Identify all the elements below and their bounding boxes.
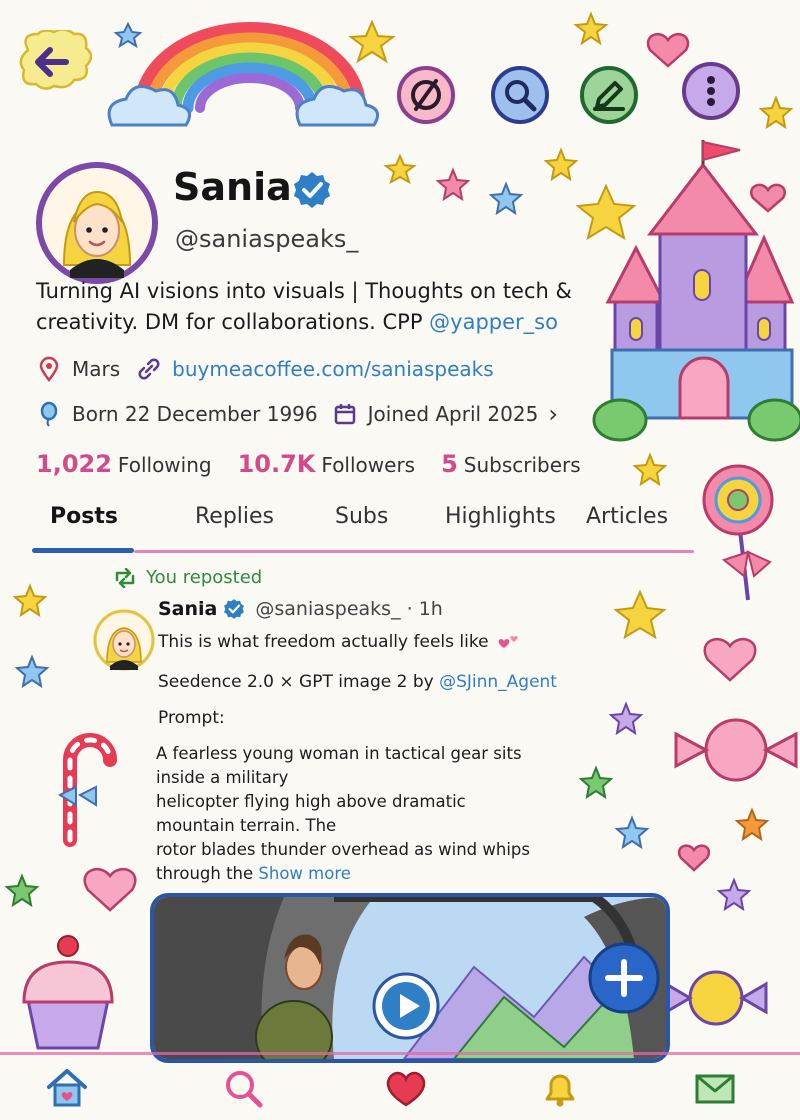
link-icon xyxy=(136,356,162,382)
post-header xyxy=(158,598,443,620)
bottom-nav-divider xyxy=(0,1052,800,1055)
chevron-right-icon[interactable]: › xyxy=(548,400,558,428)
edit-icon xyxy=(589,75,629,115)
nav-search-button[interactable] xyxy=(218,1063,268,1113)
bio-mention-link[interactable]: @yapper_so xyxy=(429,310,558,334)
post-author-avatar[interactable] xyxy=(92,608,156,672)
mail-icon xyxy=(692,1065,738,1111)
search-icon xyxy=(500,75,540,115)
castle-doodle xyxy=(594,140,800,440)
cloud-doodle xyxy=(109,87,378,126)
post-mention-link[interactable]: @SJinn_Agent xyxy=(439,672,557,692)
profile-tabs xyxy=(32,500,682,556)
post-body-line: helicopter flying high above dramatic xyxy=(156,792,466,811)
avatar[interactable] xyxy=(34,160,160,286)
profile-bio xyxy=(36,276,596,338)
heart-icon xyxy=(383,1065,429,1111)
more-options-button[interactable] xyxy=(682,62,740,120)
verified-check-icon xyxy=(292,170,332,210)
post-text: Seedence 2.0 × GPT image 2 by xyxy=(158,672,440,692)
tab-articles[interactable]: Articles xyxy=(586,504,669,529)
post-body-text: through the xyxy=(156,864,259,883)
post-text-line xyxy=(158,632,520,652)
following-label[interactable]: Following xyxy=(117,453,212,477)
tab-highlights[interactable]: Highlights xyxy=(445,504,556,529)
nav-home-button[interactable] xyxy=(42,1063,92,1113)
verified-check-icon xyxy=(223,598,245,620)
post-text-line xyxy=(158,672,557,692)
home-icon xyxy=(44,1065,90,1111)
mute-button[interactable] xyxy=(397,66,455,124)
tab-posts[interactable]: Posts xyxy=(50,504,118,529)
nav-notifications-button[interactable] xyxy=(535,1063,585,1113)
profile-meta-dates xyxy=(36,400,558,428)
profile-handle: @saniaspeaks_ xyxy=(175,225,359,253)
post-body-line: inside a military xyxy=(156,768,289,787)
post-text: This is what freedom actually feels like xyxy=(158,632,489,652)
followers-label[interactable]: Followers xyxy=(321,453,416,477)
profile-stats xyxy=(36,450,607,478)
nav-messages-button[interactable] xyxy=(690,1063,740,1113)
bell-icon xyxy=(537,1065,583,1111)
tabs-divider xyxy=(134,550,694,553)
search-button[interactable] xyxy=(491,66,549,124)
verified-badge xyxy=(292,170,332,210)
active-tab-indicator xyxy=(32,548,134,553)
rainbow-doodle xyxy=(140,28,360,108)
calendar-icon xyxy=(332,401,358,427)
display-name: Sania xyxy=(173,165,292,209)
subscribers-label[interactable]: Subscribers xyxy=(463,453,581,477)
candy-cane-doodle xyxy=(60,740,110,840)
bio-text: Turning AI visions into visuals | Thoughts on tech & creativity. DM for collaborations. CPP xyxy=(36,279,572,334)
location-text: Mars xyxy=(72,357,121,381)
tab-subs[interactable]: Subs xyxy=(335,504,389,529)
candy-doodle-right xyxy=(666,720,796,1024)
play-icon xyxy=(370,970,442,1042)
arrow-left-icon xyxy=(14,30,92,94)
more-vertical-icon xyxy=(691,71,731,111)
post-body xyxy=(156,742,586,886)
profile-meta-location-website xyxy=(36,356,494,382)
followers-count[interactable]: 10.7K xyxy=(237,450,316,478)
joined-text: Joined April 2025 xyxy=(367,402,539,426)
post-body-line: mountain terrain. The xyxy=(156,816,337,835)
repost-label xyxy=(112,567,262,588)
post-author-handle: @saniaspeaks_ · 1h xyxy=(255,598,443,620)
birthday-text: Born 22 December 1996 xyxy=(72,402,318,426)
show-more-link[interactable]: Show more xyxy=(258,864,351,883)
hearts-emoji-icon xyxy=(498,634,520,650)
mute-icon xyxy=(406,75,446,115)
balloon-icon xyxy=(36,401,62,427)
tab-replies[interactable]: Replies xyxy=(195,504,275,529)
post-author-name[interactable]: Sania xyxy=(158,598,218,620)
repost-icon xyxy=(112,568,138,588)
post-body-line-last xyxy=(156,862,586,886)
play-video-button[interactable] xyxy=(370,970,442,1042)
subscribers-count[interactable]: 5 xyxy=(441,450,458,478)
repost-text: You reposted xyxy=(146,567,263,588)
post-body-line: rotor blades thunder overhead as wind whips xyxy=(156,840,530,859)
website-link[interactable]: buymeacoffee.com/saniaspeaks xyxy=(172,357,494,381)
plus-icon xyxy=(586,940,662,1016)
post-body-line: A fearless young woman in tactical gear sits xyxy=(156,744,522,763)
nav-heart-button[interactable] xyxy=(381,1063,431,1113)
search-icon xyxy=(220,1065,266,1111)
compose-post-button[interactable] xyxy=(586,940,662,1016)
back-button[interactable] xyxy=(14,30,92,94)
cupcake-doodle xyxy=(24,936,112,1048)
lollipop-doodle xyxy=(704,466,772,600)
edit-button[interactable] xyxy=(580,66,638,124)
following-count[interactable]: 1,022 xyxy=(36,450,112,478)
location-pin-icon xyxy=(36,356,62,382)
post-prompt-label: Prompt: xyxy=(158,708,225,728)
